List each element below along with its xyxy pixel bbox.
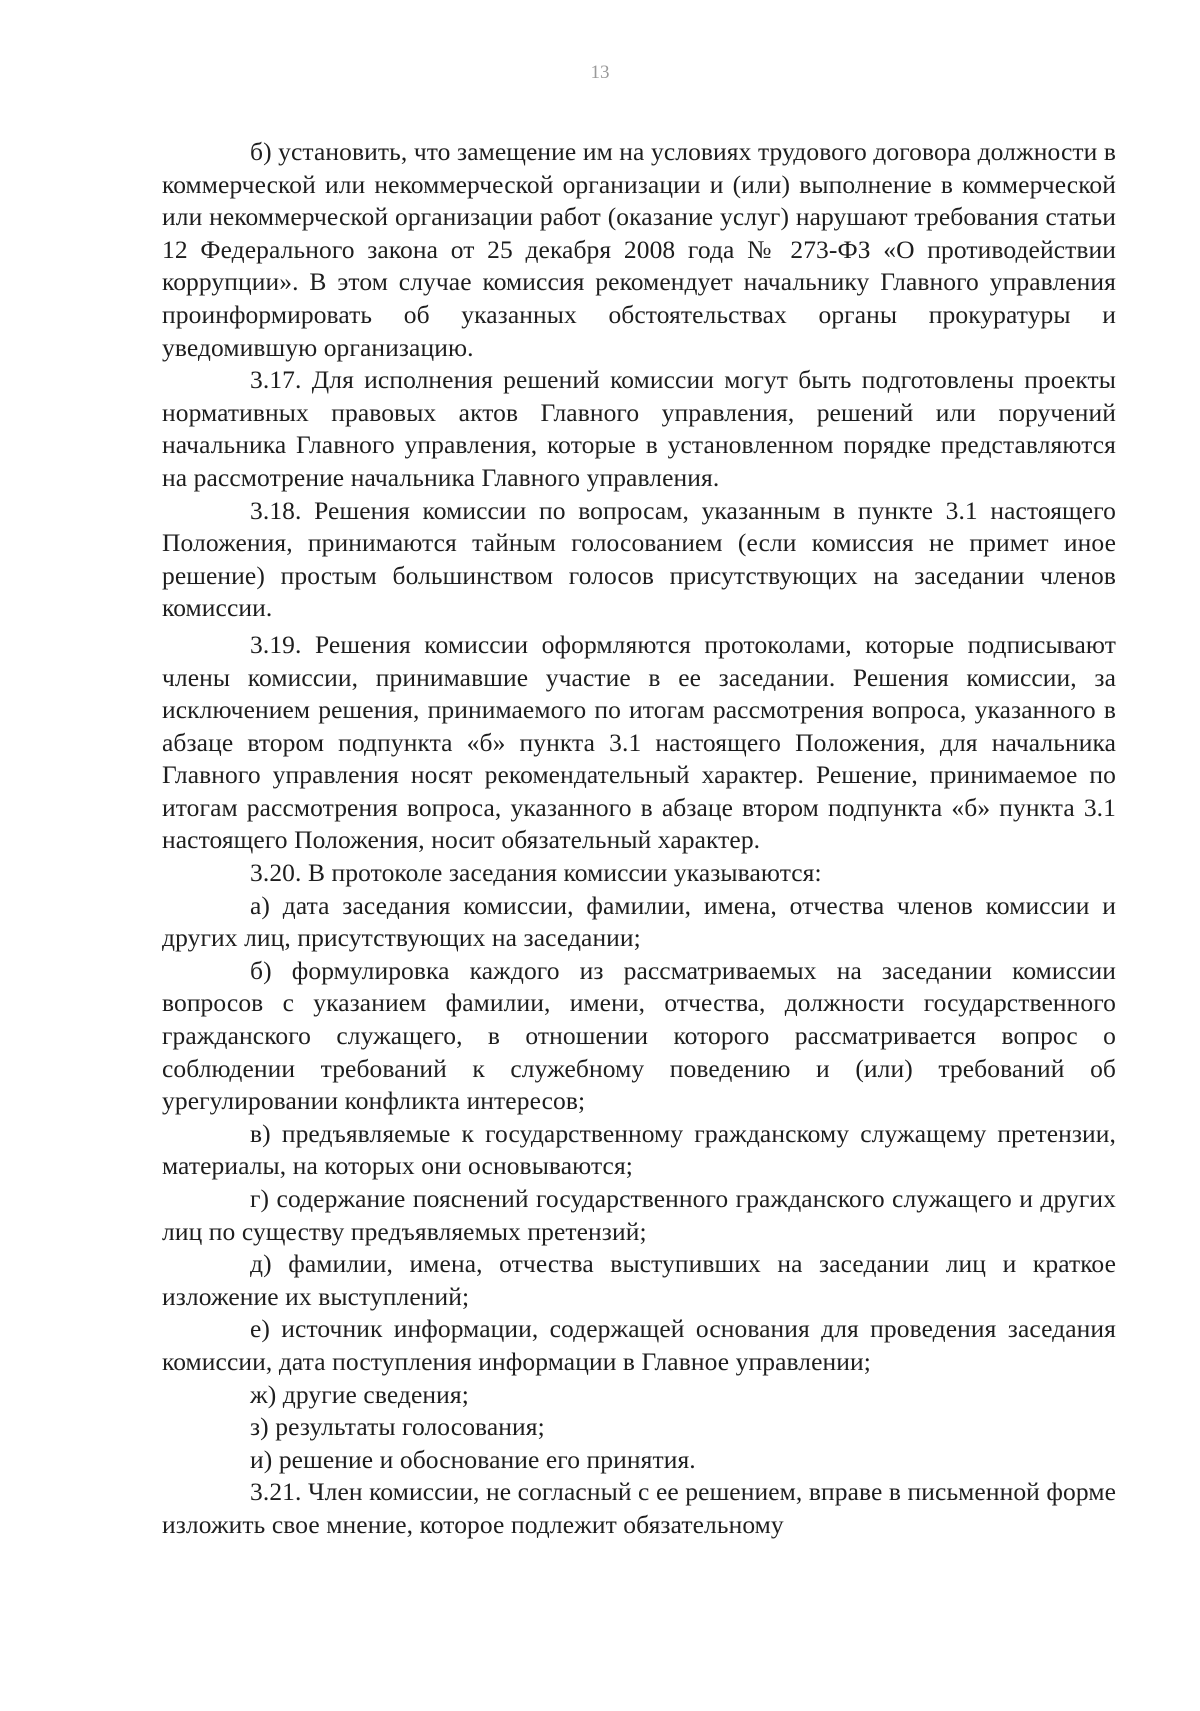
list-item-zh: ж) другие сведения;	[250, 1379, 469, 1409]
paragraph-3-17: 3.17. Для исполнения решений комиссии могут быть подготовлены проекты нормативных правовых актов Главного управления, решений или поручений начальника Главного управления, которые в установленном порядке представляются на рассмотрение начальника Главного управления.	[162, 365, 1116, 492]
paragraph-3-20: 3.20. В протоколе заседания комиссии указываются:	[250, 858, 822, 888]
paragraph-3-18: 3.18. Решения комиссии по вопросам, указанным в пункте 3.1 настоящего Положения, принимаются тайным голосованием (если комиссия не примет иное решение) простым большинством голосов присутствующих на заседании членов комиссии.	[162, 495, 1116, 623]
list-item-e: е) источник информации, содержащей основания для проведения заседания комиссии, дата поступления информации в Главное управлении;	[162, 1314, 1116, 1376]
page-number: 13	[590, 62, 610, 83]
list-item-a: а) дата заседания комиссии, фамилии, имена, отчества членов комиссии и других лиц, присутствующих на заседании;	[162, 890, 1116, 953]
list-item-i: и) решение и обоснование его принятия.	[250, 1444, 696, 1474]
paragraph-3-16-b: б) установить, что замещение им на условиях трудового договора должности в коммерческой или некоммерческой организации и (или) выполнение в коммерческой или некоммерческой организации работ (оказание услуг) нарушают требования статьи 12 Федерального закона от 25 декабря 2008 года № 273-ФЗ «О противодействии коррупции». В этом случае комиссия рекомендует начальнику Главного управления проинформировать об указанных обстоятельствах органы прокуратуры и уведомившую организацию.	[162, 137, 1116, 362]
list-item-d: д) фамилии, имена, отчества выступивших на заседании лиц и краткое изложение их выступлений;	[162, 1249, 1116, 1311]
list-item-z: з) результаты голосования;	[250, 1412, 545, 1442]
document-body	[162, 136, 1116, 1542]
list-item-g: г) содержание пояснений государственного гражданского служащего и других лиц по существу предъявляемых претензий;	[162, 1184, 1116, 1246]
paragraph-3-19: 3.19. Решения комиссии оформляются протоколами, которые подписывают члены комиссии, принимавшие участие в ее заседании. Решения комиссии, за исключением решения, принимаемого по итогам рассмотрения вопроса, указанного в абзаце втором подпункта «б» пункта 3.1 настоящего Положения, для начальника Главного управления носят рекомендательный характер. Решение, принимаемое по итогам рассмотрения вопроса, указанного в абзаце втором подпункта «б» пункта 3.1 настоящего Положения, носит обязательный характер.	[162, 629, 1116, 855]
list-item-b: б) формулировка каждого из рассматриваемых на заседании комиссии вопросов с указанием фамилии, имени, отчества, должности государственного гражданского служащего, в отношении которого рассматривается вопрос о соблюдении требований к служебному поведению и (или) требований об урегулировании конфликта интересов;	[162, 955, 1116, 1116]
paragraph-3-21: 3.21. Член комиссии, не согласный с ее решением, вправе в письменной форме изложить свое мнение, которое подлежит обязательному	[162, 1477, 1116, 1539]
list-item-v: в) предъявляемые к государственному гражданскому служащему претензии, материалы, на которых они основываются;	[162, 1118, 1116, 1181]
